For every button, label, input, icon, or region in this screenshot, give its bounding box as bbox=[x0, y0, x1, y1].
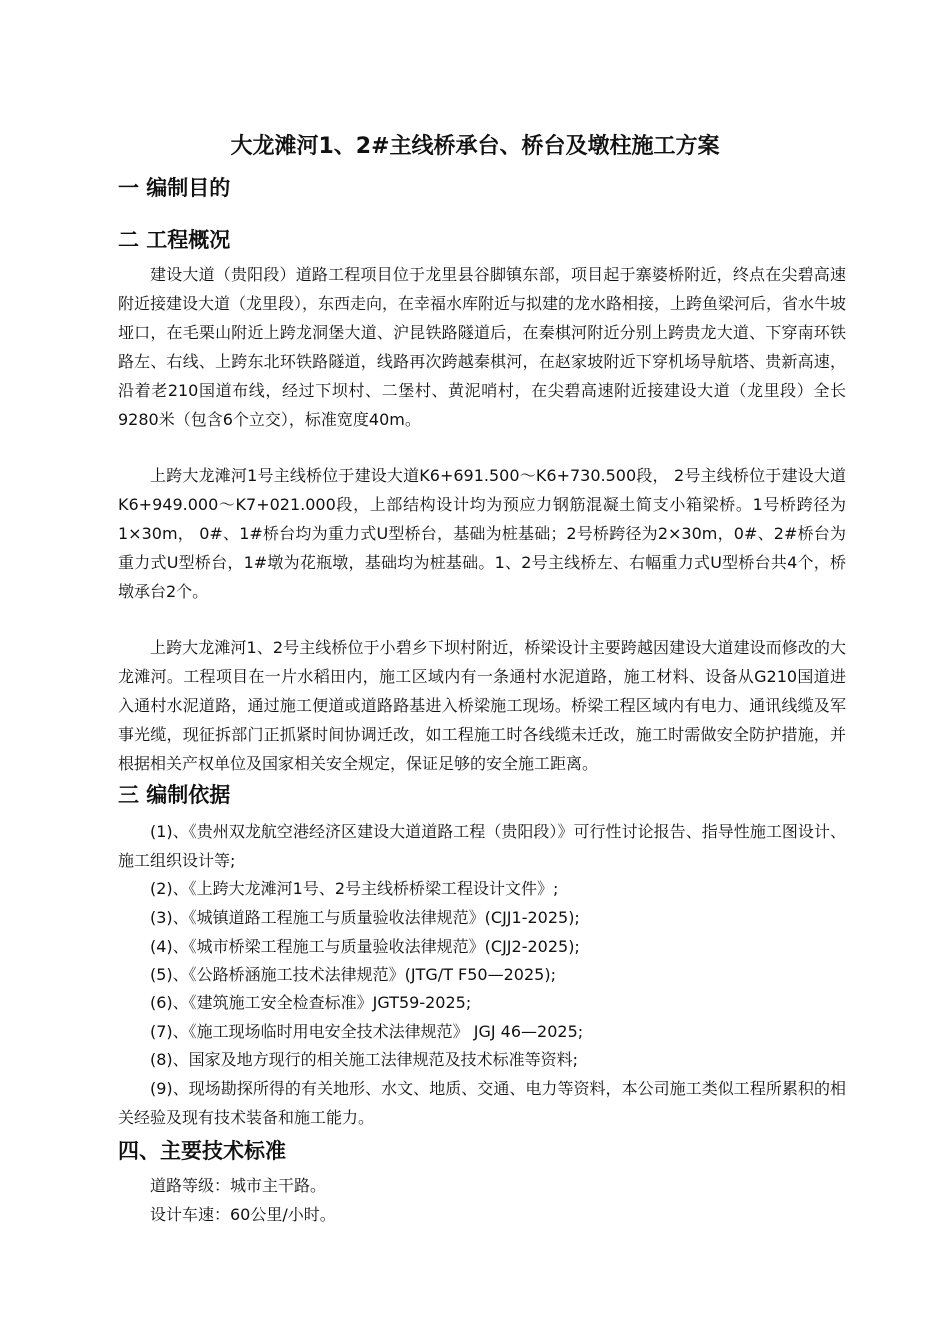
basis-item: (4)、《城市桥梁工程施工与质量验收法律规范》(CJJ2-2025); bbox=[150, 937, 580, 956]
basis-item: (6)、《建筑施工安全检查标准》JGT59-2025; bbox=[150, 993, 472, 1012]
basis-item: (2)、《上跨大龙滩河1号、2号主线桥桥梁工程设计文件》; bbox=[150, 879, 559, 898]
basis-item: (1)、《贵州双龙航空港经济区建设大道道路工程（贵阳段）》可行性讨论报告、指导性施工图设计、施工组织设计等; bbox=[118, 822, 846, 870]
section-heading-basis: 三 编制依据 bbox=[118, 783, 231, 807]
standard-item: 道路等级：城市主干路。 bbox=[150, 1176, 327, 1195]
overview-paragraph: 上跨大龙滩河1、2号主线桥位于小碧乡下坝村附近，桥梁设计主要跨越因建设大道建设而修改的大龙滩河。工程项目在一片水稻田内，施工区域内有一条通村水泥道路，施工材料、设备从G210国道进入通村水泥道路，通过施工便道或道路路基进入桥梁施工现场。桥梁工程区域内有电力、通讯线缆及军事光缆，现征拆部门正抓紧时间协调迁改，如工程施工时各线缆未迁改，施工时需做安全防护措施，并根据相关产权单位及国家相关安全规定，保证足够的安全施工距离。 bbox=[118, 638, 846, 773]
basis-item: (3)、《城镇道路工程施工与质量验收法律规范》(CJJ1-2025); bbox=[150, 908, 580, 927]
overview-paragraph: 上跨大龙滩河1号主线桥位于建设大道K6+691.500～K6+730.500段， 2号主线桥位于建设大道K6+949.000～K7+021.000段，上部结构设计均为预应力钢筋混凝土简支小箱梁桥。1号桥跨径为1×30m， 0#、1#桥台均为重力式U型桥台，基础为桩基础；2号桥跨径为2×30m，0#、2#桥台为重力式U型桥台，1#墩为花瓶墩，基础均为桩基础。1、2号主线桥左、右幅重力式U型桥台共4个，桥墩承台2个。 bbox=[118, 466, 846, 601]
section-heading-purpose: 一 编制目的 bbox=[118, 176, 231, 200]
basis-item: (9)、现场勘探所得的有关地形、水文、地质、交通、电力等资料，本公司施工类似工程所累积的相关经验及现有技术装备和施工能力。 bbox=[118, 1079, 846, 1127]
basis-item: (7)、《施工现场临时用电安全技术法律规范》 JGJ 46—2025; bbox=[150, 1022, 584, 1041]
section-heading-standards: 四、主要技术标准 bbox=[118, 1139, 286, 1163]
overview-paragraph: 建设大道（贵阳段）道路工程项目位于龙里县谷脚镇东部，项目起于寨婆桥附近，终点在尖碧高速附近接建设大道（龙里段），东西走向，在幸福水库附近与拟建的龙水路相接，上跨鱼梁河后，省水牛坡垭口，在毛栗山附近上跨龙洞堡大道、沪昆铁路隧道后，在秦棋河附近分别上跨贵龙大道、下穿南环铁路左、右线、上跨东北环铁路隧道，线路再次跨越秦棋河，在赵家坡附近下穿机场导航塔、贵新高速，沿着老210国道布线，经过下坝村、二堡村、黄泥哨村，在尖碧高速附近接建设大道（龙里段）全长9280米（包含6个立交），标准宽度40m。 bbox=[118, 265, 847, 429]
document-title: 大龙滩河1、2#主线桥承台、桥台及墩柱施工方案 bbox=[230, 134, 720, 159]
section-heading-overview: 二 工程概况 bbox=[118, 228, 231, 252]
basis-item: (8)、国家及地方现行的相关施工法律规范及技术标准等资料; bbox=[150, 1050, 579, 1069]
standard-item: 设计车速：60公里/小时。 bbox=[150, 1205, 336, 1224]
basis-item: (5)、《公路桥涵施工技术法律规范》(JTG/T F50—2025); bbox=[150, 965, 556, 984]
